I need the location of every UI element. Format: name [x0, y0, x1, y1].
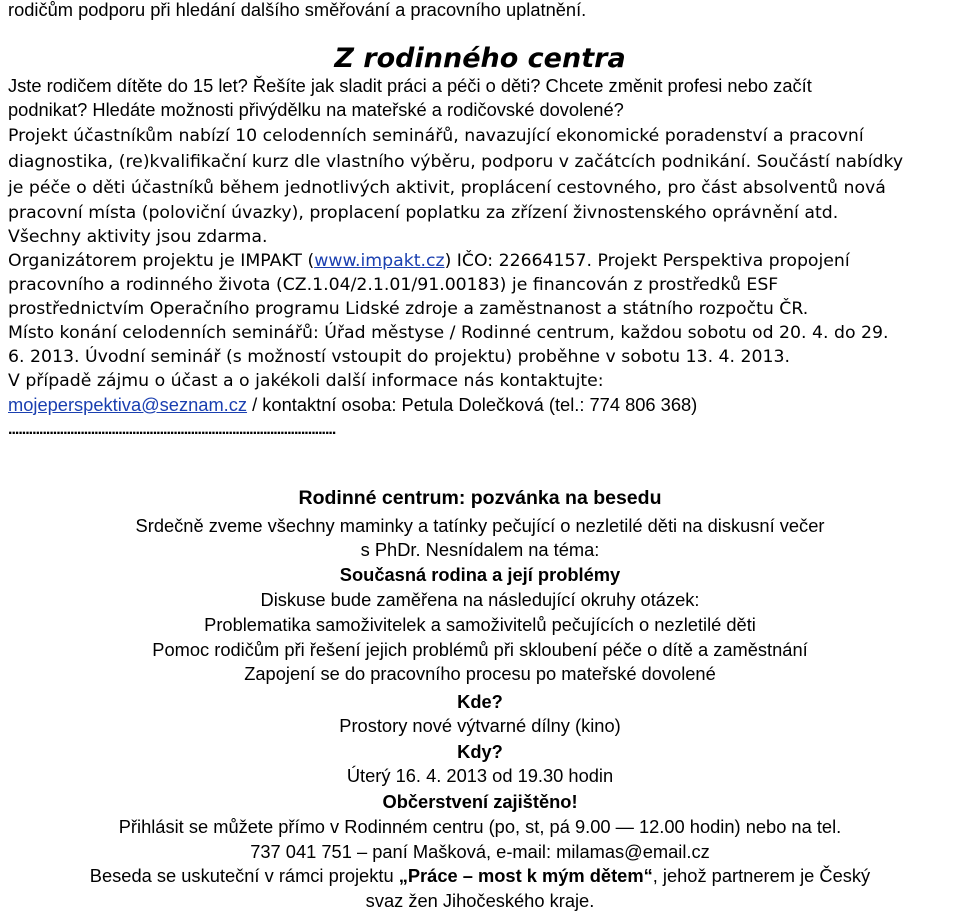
final-text: Beseda se uskuteční v rámci projektu	[89, 865, 399, 886]
signup-line: Přihlásit se můžete přímo v Rodinném centru (po, st, pá 9.00 — 12.00 hodin) nebo na tel.	[118, 816, 842, 837]
paragraph-line: je péče o děti účastníků během jednotlivých aktivit, proplácení cestovného, pro část absolventů nová	[8, 178, 886, 198]
refreshment-note: Občerstvení zajištěno!	[382, 791, 578, 812]
section-title-rodinne-centrum: Z rodinného centra	[334, 43, 626, 74]
invite-line: s PhDr. Nesnídalem na téma:	[360, 539, 600, 560]
paragraph-line: 6. 2013. Úvodní seminář (s možností vstoupit do projektu) proběhne v sobotu 13. 4. 2013.	[8, 347, 791, 367]
section-title-pozvanka: Rodinné centrum: pozvánka na besedu	[298, 487, 662, 509]
invite-line: Diskuse bude zaměřena na následující okruhy otázek:	[260, 589, 700, 610]
paragraph-line: pracovního a rodinného života (CZ.1.04/2.1.01/91.00183) je financován z prostředků ESF	[8, 275, 779, 295]
paragraph-line: Všechny aktivity jsou zdarma.	[8, 227, 268, 247]
paragraph-line: pracovní místa (poloviční úvazky), proplacení poplatku za zřízení živnostenského oprávnění atd.	[8, 203, 839, 223]
project-name: „Práce – most k mým dětem“	[398, 865, 653, 886]
invite-line: Pomoc rodičům při řešení jejich problémů při skloubení péče o dítě a zaměstnání	[152, 639, 808, 660]
intro-line-1: Jste rodičem dítěte do 15 let? Řešíte jak sladit práci a péči o děti? Chcete změnit profesi nebo začít	[8, 75, 812, 96]
organizer-text: Organizátorem projektu je IMPAKT (	[8, 251, 315, 271]
contact-line	[8, 393, 697, 417]
when-answer: Úterý 16. 4. 2013 od 19.30 hodin	[346, 765, 614, 786]
where-answer: Prostory nové výtvarné dílny (kino)	[339, 715, 621, 736]
organizer-text-after: ) IČO: 22664157. Projekt Perspektiva propojení	[444, 251, 850, 271]
when-question: Kdy?	[457, 741, 503, 762]
impakt-website-link[interactable]: www.impakt.cz	[314, 251, 445, 271]
topic-title: Současná rodina a její problémy	[339, 564, 621, 585]
dotted-separator: ...............................................................................................	[8, 421, 336, 438]
intro-line-2: podnikat? Hledáte možnosti přivýdělku na mateřské a rodičovské dovolené?	[8, 99, 624, 120]
invite-line: Srdečně zveme všechny maminky a tatínky pečující o nezletilé děti na diskusní večer	[135, 515, 825, 536]
where-question: Kde?	[457, 691, 503, 712]
contact-text: / kontaktní osoba: Petula Dolečková (tel.: 774 806 368)	[247, 394, 698, 415]
paragraph-line: Projekt účastníkům nabízí 10 celodenních seminářů, navazující ekonomické poradenství a pracovní	[8, 126, 864, 146]
paragraph-line: Místo konání celodenních seminářů: Úřad městyse / Rodinné centrum, každou sobotu od 20. 4. do 29.	[8, 323, 889, 343]
final-line	[0, 864, 960, 888]
organizer-line	[8, 249, 850, 273]
signup-line: 737 041 751 – paní Mašková, e-mail: milamas@email.cz	[250, 841, 710, 862]
paragraph-line: prostřednictvím Operačního programu Lidské zdroje a zaměstnanost a státního rozpočtu ČR.	[8, 299, 809, 319]
email-link[interactable]: mojeperspektiva@seznam.cz	[8, 394, 248, 415]
final-text-after: , jehož partnerem je Český	[652, 865, 871, 886]
top-text-line: rodičům podporu při hledání dalšího směřování a pracovního uplatnění.	[8, 0, 587, 20]
paragraph-line: diagnostika, (re)kvalifikační kurz dle vlastního výběru, podporu v začátcích podnikání. Součástí nabídky	[8, 152, 904, 172]
final-line: svaz žen Jihočeského kraje.	[365, 890, 595, 911]
invite-line: Problematika samoživitelek a samoživitelů pečujících o nezletilé děti	[204, 614, 756, 635]
invite-line: Zapojení se do pracovního procesu po mateřské dovolené	[244, 663, 716, 684]
paragraph-line: V případě zájmu o účast a o jakékoli další informace nás kontaktujte:	[8, 371, 604, 391]
